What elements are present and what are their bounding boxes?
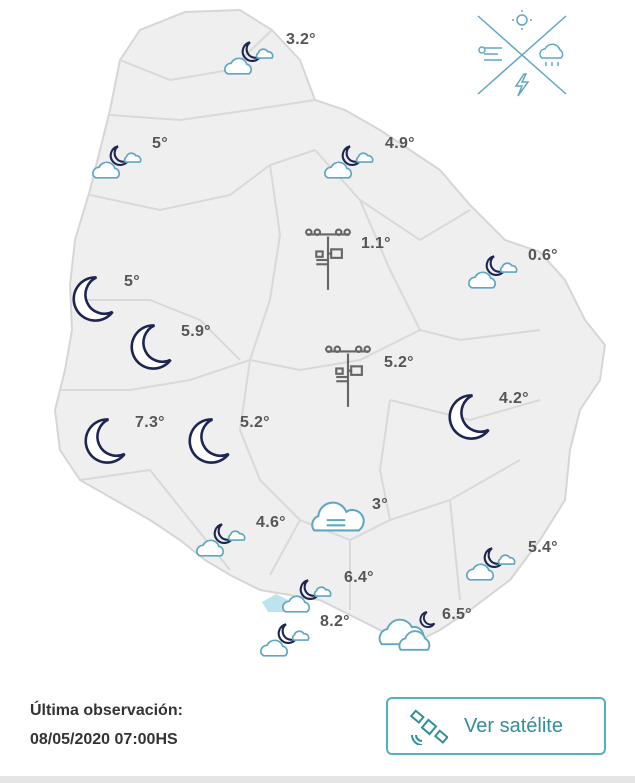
weather-station-icon	[320, 345, 376, 409]
station-temperature: 3°	[372, 496, 388, 513]
moon-cloud-icon	[462, 250, 526, 292]
view-satellite-label: Ver satélite	[464, 715, 563, 737]
bottom-bar	[0, 776, 635, 783]
moon-cloud-icon	[254, 618, 318, 660]
fog-cloud-icon	[306, 494, 368, 538]
last-observation-datetime: 08/05/2020 07:00HS	[30, 731, 178, 748]
cloud-moon-large-icon	[376, 606, 442, 654]
station-temperature: 5°	[152, 135, 168, 152]
moon-icon	[122, 320, 176, 374]
lightning-icon	[516, 74, 528, 96]
sun-icon	[512, 10, 532, 30]
moon-cloud-icon	[276, 574, 340, 616]
station-temperature: 0.6°	[528, 247, 558, 264]
station-temperature: 5.4°	[528, 539, 558, 556]
station-temperature: 4.9°	[385, 135, 415, 152]
moon-cloud-icon	[318, 140, 382, 182]
weather-legend	[470, 8, 580, 98]
satellite-icon	[408, 709, 448, 745]
station-temperature: 8.2°	[320, 613, 350, 630]
view-satellite-button[interactable]	[386, 697, 606, 755]
moon-cloud-icon	[190, 518, 254, 560]
station-temperature: 5°	[124, 273, 140, 290]
station-temperature: 4.6°	[256, 514, 286, 531]
station-temperature: 3.2°	[286, 31, 316, 48]
station-temperature: 4.2°	[499, 390, 529, 407]
station-temperature: 5.2°	[384, 354, 414, 371]
moon-cloud-icon	[460, 542, 524, 584]
station-temperature: 5.9°	[181, 323, 211, 340]
station-temperature: 7.3°	[135, 414, 165, 431]
station-temperature: 6.4°	[344, 569, 374, 586]
moon-icon	[180, 414, 234, 468]
rain-cloud-icon	[540, 44, 563, 66]
moon-cloud-icon	[218, 36, 282, 78]
last-observation-label: Última observación:	[30, 702, 183, 719]
wind-icon	[479, 47, 502, 60]
moon-icon	[76, 414, 130, 468]
station-temperature: 6.5°	[442, 606, 472, 623]
station-temperature: 1.1°	[361, 235, 391, 252]
station-temperature: 5.2°	[240, 414, 270, 431]
moon-icon	[440, 390, 494, 444]
moon-cloud-icon	[86, 140, 150, 182]
weather-station-icon	[300, 228, 356, 292]
moon-icon	[64, 272, 118, 326]
